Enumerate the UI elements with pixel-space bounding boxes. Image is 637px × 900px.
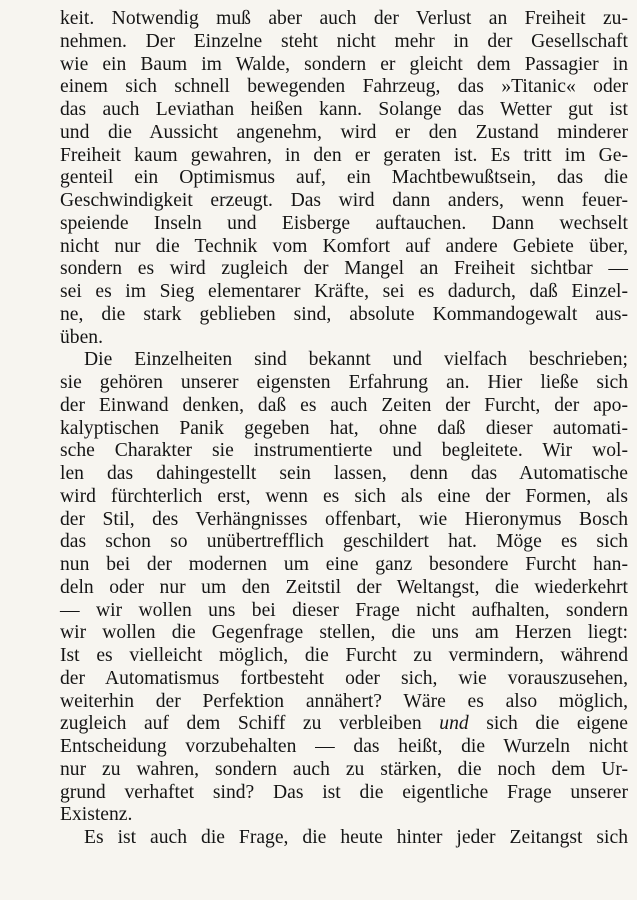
text-line: sche Charakter sie instrumentierte und begleitete. Wir wol- (60, 440, 628, 462)
text-line: Ist es vielleicht möglich, die Furcht zu vermindern, während (60, 645, 628, 666)
paragraph-first-line: Es ist auch die Frage, die heute hinter jeder Zeitangst sich (84, 827, 628, 848)
text-line: — wir wollen uns bei dieser Frage nicht aufhalten, sondern (60, 599, 628, 621)
text-line: kalyptischen Panik gegeben hat, ohne daß dieser automati- (60, 417, 628, 439)
text-line: ne, die stark geblieben sind, absolute Kommandogewalt aus- (60, 303, 628, 325)
text-line: und die Aussicht angenehm, wird er den Zustand minderer (60, 121, 628, 143)
text-line: nun bei der modernen um eine ganz besondere Furcht han- (60, 554, 628, 575)
text-line-with-emphasis (60, 713, 628, 736)
text-line: der Automatismus fortbesteht oder sich, wie vorauszusehen, (60, 667, 628, 689)
text-segment: sich die eigene (468, 713, 628, 735)
text-line: weiterhin der Perfektion annähert? Wäre es also möglich, (60, 690, 628, 712)
text-line: deln oder nur um den Zeitstil der Weltangst, die wiederkehrt (60, 576, 628, 598)
text-line: das auch Leviathan heißen kann. Solange das Wetter gut ist (60, 99, 628, 120)
text-line: das schon so unübertrefflich geschildert hat. Möge es sich (60, 531, 628, 553)
body-text (60, 8, 628, 850)
text-line: einem sich schnell bewegenden Fahrzeug, das »Titanic« oder (60, 76, 628, 98)
text-line: len das dahingestellt sein lassen, denn das Automatische (60, 463, 628, 484)
text-line: sondern es wird zugleich der Mangel an Freiheit sichtbar — (60, 258, 628, 280)
text-line: sie gehören unserer eigensten Erfahrung an. Hier ließe sich (60, 372, 628, 393)
paragraph-first-line: Die Einzelheiten sind bekannt und vielfach beschrieben; (84, 349, 628, 371)
text-line: nicht nur die Technik vom Komfort auf andere Gebiete über, (60, 235, 628, 257)
text-line: der Stil, des Verhängnisses offenbart, wie Hieronymus Bosch (60, 508, 628, 530)
text-line: Freiheit kaum gewahren, in den er geraten ist. Es tritt im Ge- (60, 144, 628, 166)
emphasized-word: und (439, 713, 469, 735)
text-line: sei es im Sieg elementarer Kräfte, sei es dadurch, daß Einzel- (60, 281, 628, 302)
text-line: üben. (60, 326, 103, 348)
text-line: Existenz. (60, 804, 133, 826)
text-line: wird fürchterlich erst, wenn es sich als eine der Formen, als (60, 485, 628, 507)
text-line: der Einwand denken, daß es auch Zeiten der Furcht, der apo- (60, 394, 628, 416)
text-line: Entscheidung vorzubehalten — das heißt, die Wurzeln nicht (60, 736, 628, 757)
text-line: speiende Inseln und Eisberge auftauchen. Dann wechselt (60, 212, 628, 234)
text-segment: zugleich auf dem Schiff zu verbleiben (60, 713, 440, 735)
text-line: Geschwindigkeit erzeugt. Das wird dann anders, wenn feuer- (60, 190, 628, 211)
text-line: grund verhaftet sind? Das ist die eigentliche Frage unserer (60, 781, 628, 803)
text-line: genteil ein Optimismus auf, ein Machtbewußtsein, das die (60, 167, 628, 189)
text-line: nehmen. Der Einzelne steht nicht mehr in der Gesellschaft (60, 30, 628, 52)
text-line: wie ein Baum im Walde, sondern er gleicht dem Passagier in (60, 53, 628, 75)
text-line: nur zu wahren, sondern auch zu stärken, die noch dem Ur- (60, 758, 628, 780)
text-line: wir wollen die Gegenfrage stellen, die uns am Herzen liegt: (60, 622, 628, 644)
text-line: keit. Notwendig muß aber auch der Verlust an Freiheit zu- (60, 8, 628, 29)
